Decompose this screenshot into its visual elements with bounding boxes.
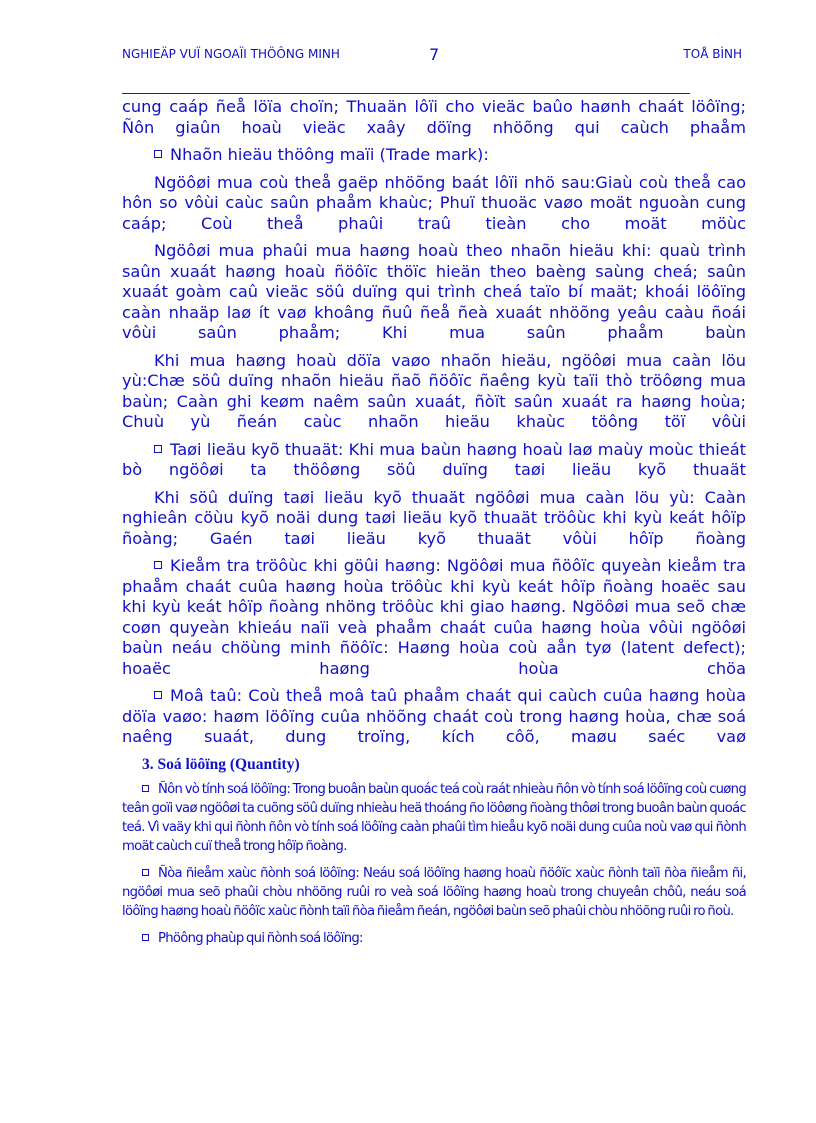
bullet-text: Phöông phaùp qui ñònh soá löôïng: bbox=[158, 931, 363, 946]
checkbox-bullet-icon bbox=[142, 934, 149, 941]
bullet-description bbox=[122, 686, 746, 748]
bullet-text: Moâ taû: Coù theå moâ taû phaåm chaát qui caùch cuûa haøng hoùa döïa vaøo: haøm löôïng cuûa nhöõng chaát coù trong haøng hoùa, chæ soá naêng suaát, dung troïng, kích côõ, maøu saéc vaø bbox=[122, 686, 746, 746]
bullet-technical-docs bbox=[122, 440, 746, 481]
bullet-text: Kieåm tra tröôùc khi göûi haøng: Ngöôøi mua ñöôïc quyeàn kieåm tra phaåm chaát cuûa haøng hoùa tröôùc khi kyù keát hôïp ñoàng hoaëc sau khi kyù keát hôïp ñoàng nhöng tröôùc khi giao haøng. Ngöôøi mua seõ chæ coøn quyeàn khieáu naïi veà phaåm chaát cuûa haøng hoùa vôùi ngöôøi baùn neáu chöùng minh ñöôïc: Haøng hoùa coù aån tyø (latent defect); hoaëc haøng hoùa chöa bbox=[122, 556, 746, 678]
page-number: 7 bbox=[429, 45, 440, 64]
bullet-quantity-method bbox=[122, 929, 746, 948]
paragraph: Khi mua haøng hoaù döïa vaøo nhaõn hieäu, ngöôøi mua caàn löu yù:Chæ söû duïng nhaõn hieäu ñaõ ñöôïc ñaêng kyù taïi thò tröôøng mua baùn; Caàn ghi keøm naêm saûn xuaát, ñòït saûn xuaát ra haøng hoùa; Chuù yù ñeán caùc nhaõn hieäu khaùc töông töï vôùi bbox=[122, 350, 746, 431]
paragraph: Ngöôøi mua coù theå gaëp nhöõng baát lôïi nhö sau:Giaù coù theå cao hôn so vôùi caùc saûn phaåm khaùc; Phuï thuoäc vaøo moät nguoàn cung caáp; Coù theå phaûi traû tieàn cho moät möùc bbox=[122, 172, 746, 233]
checkbox-bullet-icon bbox=[142, 785, 149, 792]
page-header bbox=[122, 47, 742, 87]
checkbox-bullet-icon bbox=[154, 691, 162, 699]
bullet-text: Nhaõn hieäu thöông maïi (Trade mark): bbox=[170, 145, 489, 164]
checkbox-bullet-icon bbox=[154, 445, 162, 453]
header-rule bbox=[122, 93, 690, 94]
checkbox-bullet-icon bbox=[142, 869, 149, 876]
bullet-quantity-unit bbox=[122, 780, 746, 856]
paragraph: cung caáp ñeå löïa choïn; Thuaän lôïi cho vieäc baûo haønh chaát löôïng; Ñôn giaûn hoaù vieäc xaây döïng nhöõng qui caùch phaåm bbox=[122, 97, 746, 137]
header-title: NGHIEÄP VUÏ NGOAÏI THÖÔNG MINH bbox=[122, 47, 340, 61]
bullet-text: Ñòa ñieåm xaùc ñònh soá löôïng: Neáu soá löôïng haøng hoaù ñöôïc xaùc ñònh taïi ñòa ñieåm ñi, ngöôøi mua seõ phaûi chòu nhöõng ruûi ro veà soá löôïng haøng hoaù trong chuyeân chôû, neáu soá löôïng haøng hoaù ñöôïc xaùc ñònh taïi ñòa ñieåm ñeán, ngöôøi baùn seõ phaûi chòu nhöõng ruûi ro ñoù. bbox=[122, 866, 746, 919]
page-body bbox=[122, 97, 746, 956]
paragraph: Ngöôøi mua phaûi mua haøng hoaù theo nhaõn hieäu khi: quaù trình saûn xuaát haøng hoaù ñöôïc thöïc hieän theo baèng saùng cheá; saûn xuaát goàm caû vieäc söû duïng qui trình cheá taïo bí maät; khoái löôïng caàn nhaäp laø ít vaø khoâng ñuû ñeå ñeà xuaát nhöõng yeâu caàu ñoái vôùi saûn phaåm; Khi mua saûn phaåm baùn bbox=[122, 241, 746, 342]
section-title: 3. Soá löôïng (Quantity) bbox=[142, 755, 300, 773]
checkbox-bullet-icon bbox=[154, 561, 162, 569]
bullet-text: Ñôn vò tính soá löôïng: Trong buoân baùn quoác teá coù raát nhieàu ñôn vò tính soá löôïng coù cuøng teân goïi vaø ngöôøi ta cuõng söû duïng nhieàu heä thoáng ño löôøng ñoàng thôøi trong buoân baùn quoác teá. Vì vaäy khi qui ñònh ñôn vò tính soá löôïng caàn phaûi tìm hieåu kyõ noäi dung cuûa noù vaø qui ñònh moät caùch cuï theå trong hôïp ñoàng. bbox=[122, 782, 746, 854]
header-author: TOÅ BÌNH bbox=[683, 47, 742, 61]
checkbox-bullet-icon bbox=[154, 150, 162, 158]
bullet-quantity-location bbox=[122, 864, 746, 921]
paragraph: Khi söû duïng taøi lieäu kyõ thuaät ngöôøi mua caàn löu yù: Caàn nghieân cöùu kyõ noäi dung taøi lieäu kyõ thuaät tröôùc khi kyù keát hôïp ñoàng; Gaén taøi lieäu kyõ thuaät vôùi hôïp ñoàng bbox=[122, 487, 746, 548]
bullet-pre-shipment-inspection bbox=[122, 556, 746, 679]
bullet-trade-mark bbox=[122, 145, 746, 166]
bullet-text: Taøi lieäu kyõ thuaät: Khi mua baùn haøng hoaù laø maùy moùc thieát bò ngöôøi ta thöôøng söû duïng taøi lieäu kyõ thuaät bbox=[122, 439, 746, 479]
